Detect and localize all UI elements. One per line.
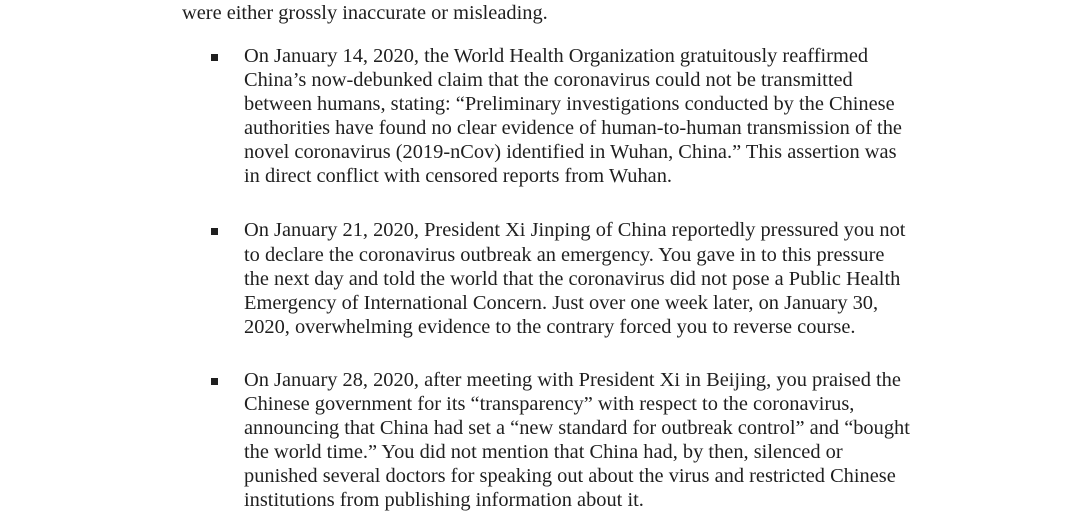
bullet-icon	[211, 228, 218, 235]
item-2-line-3: the next day and told the world that the coronavirus did not pose a Public Health	[244, 268, 901, 290]
item-2-line-4: Emergency of International Concern. Just over one week later, on January 30,	[244, 292, 879, 314]
item-1-line-6: in direct conflict with censored reports from Wuhan.	[244, 165, 673, 187]
bullet-icon	[211, 54, 218, 61]
item-3-line-1: On January 28, 2020, after meeting with President Xi in Beijing, you praised the	[244, 369, 901, 391]
intro-text: were either grossly inaccurate or misleading.	[182, 2, 548, 24]
item-3-line-6: institutions from publishing information about it.	[244, 489, 644, 511]
item-2-line-5: 2020, overwhelming evidence to the contrary forced you to reverse course.	[244, 316, 856, 338]
item-3-line-3: announcing that China had set a “new standard for outbreak control” and “bought	[244, 417, 910, 439]
item-1-line-2: China’s now-debunked claim that the coronavirus could not be transmitted	[244, 69, 853, 91]
item-1-line-3: between humans, stating: “Preliminary investigations conducted by the Chinese	[244, 93, 895, 115]
item-2-line-2: to declare the coronavirus outbreak an emergency. You gave in to this pressure	[244, 244, 885, 266]
item-1-line-1: On January 14, 2020, the World Health Organization gratuitously reaffirmed	[244, 45, 869, 67]
bullet-icon	[211, 378, 218, 385]
item-1-line-5: novel coronavirus (2019-nCov) identified in Wuhan, China.” This assertion was	[244, 141, 897, 163]
item-2-line-1: On January 21, 2020, President Xi Jinping of China reportedly pressured you not	[244, 219, 906, 241]
item-3-line-5: punished several doctors for speaking out about the virus and restricted Chinese	[244, 465, 896, 487]
item-1-line-4: authorities have found no clear evidence of human-to-human transmission of the	[244, 117, 902, 139]
item-3-line-2: Chinese government for its “transparency” with respect to the coronavirus,	[244, 393, 855, 415]
item-3-line-4: the world time.” You did not mention that China had, by then, silenced or	[244, 441, 843, 463]
